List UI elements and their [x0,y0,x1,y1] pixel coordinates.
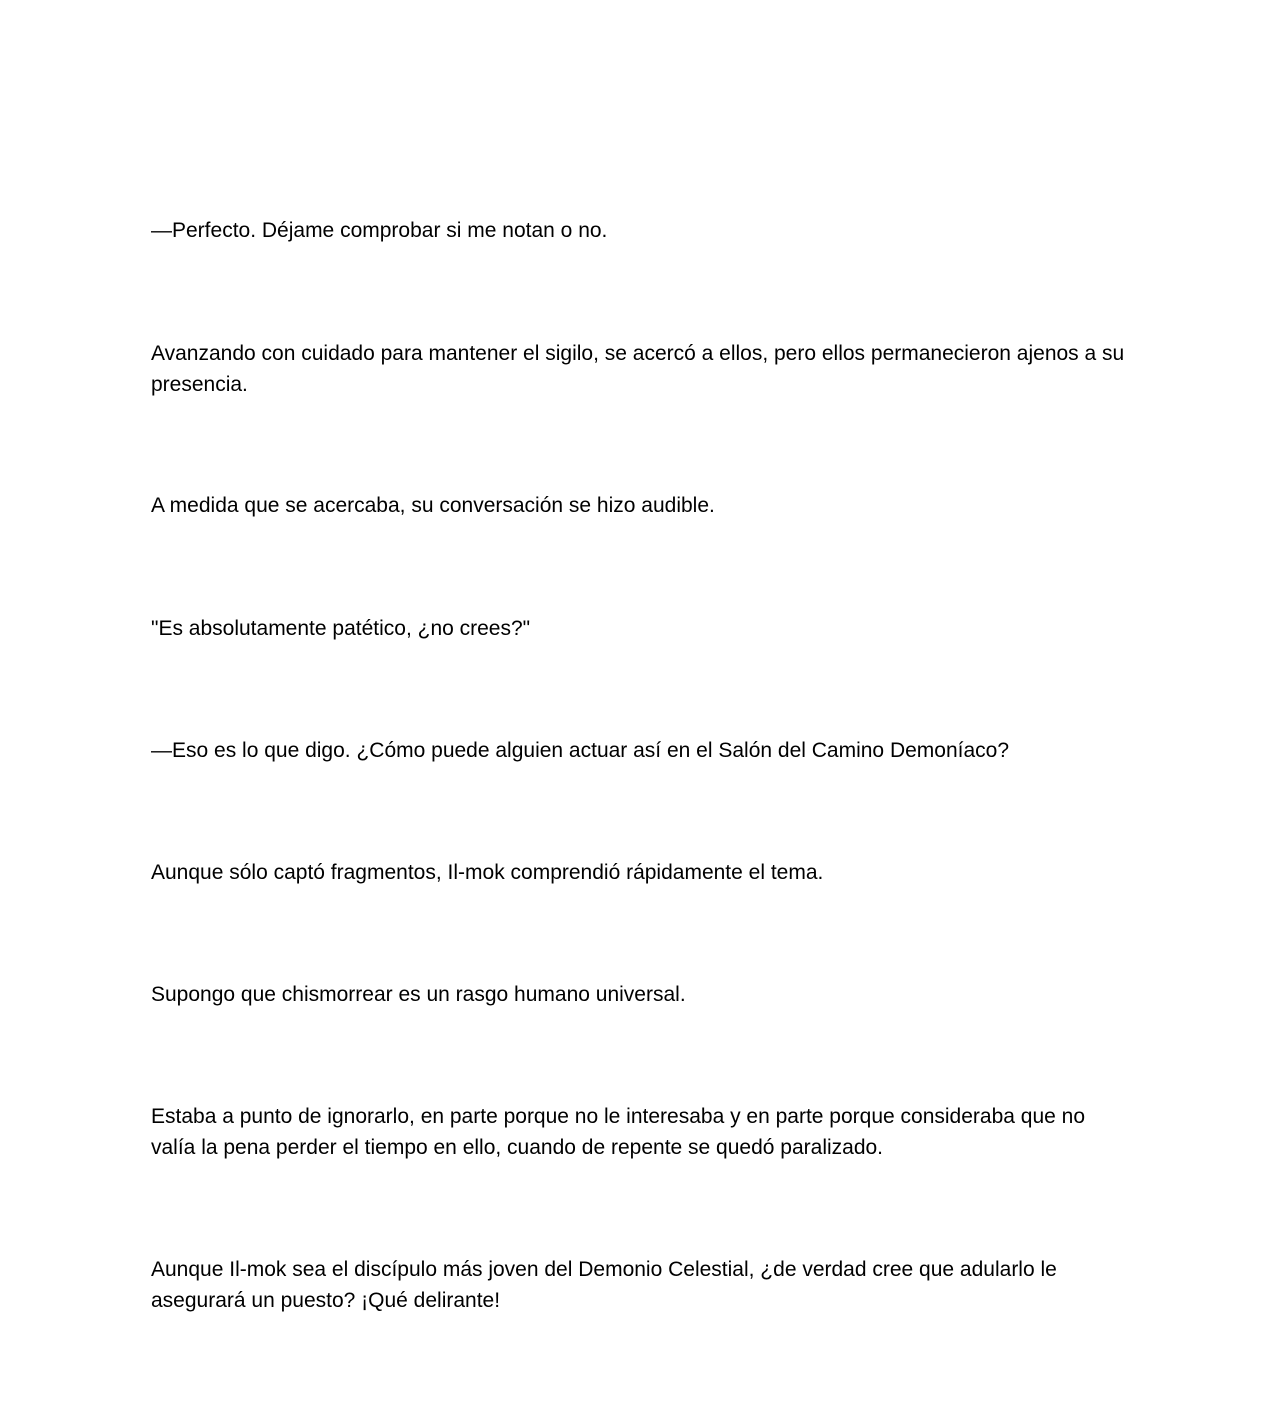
paragraph: Aunque Il-mok sea el discípulo más joven del Demonio Celestial, ¿de verdad cree que adularlo le asegurará un puesto? ¡Qué delirante! [151,1258,1057,1312]
paragraph: "Es absolutamente patético, ¿no crees?" [151,617,531,640]
paragraph: Estaba a punto de ignorarlo, en parte porque no le interesaba y en parte porque consideraba que no valía la pena perder el tiempo en ello, cuando de repente se quedó paralizado. [151,1105,1086,1159]
paragraph: —Eso es lo que digo. ¿Cómo puede alguien actuar así en el Salón del Camino Demoníaco? [151,739,1010,762]
paragraph: A medida que se acercaba, su conversación se hizo audible. [151,494,715,517]
paragraph: —Perfecto. Déjame comprobar si me notan o no. [151,219,608,242]
paragraph: Avanzando con cuidado para mantener el sigilo, se acercó a ellos, pero ellos permanecieron ajenos a su presencia. [151,342,1125,396]
paragraph: Supongo que chismorrear es un rasgo humano universal. [151,983,686,1006]
paragraph: Aunque sólo captó fragmentos, Il-mok comprendió rápidamente el tema. [151,861,824,884]
